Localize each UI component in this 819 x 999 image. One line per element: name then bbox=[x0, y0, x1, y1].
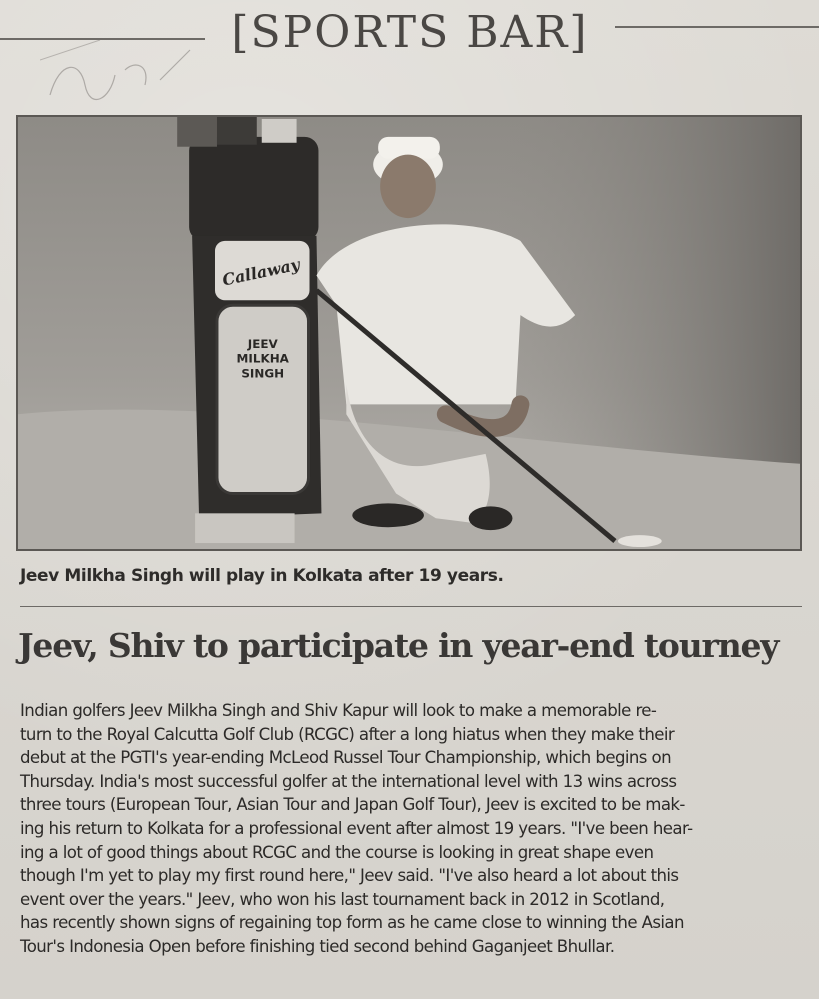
golfer-photo bbox=[16, 115, 802, 551]
photo-caption: Jeev Milkha Singh will play in Kolkata after 19 years. bbox=[20, 566, 504, 586]
bag-name-line-1: JEEV bbox=[247, 336, 278, 351]
golf-bag bbox=[177, 117, 321, 543]
body-line: Tour's Indonesia Open before finishing tied second behind Gaganjeet Bhullar. bbox=[20, 936, 615, 956]
bag-name-line-2: MILKHA bbox=[236, 351, 289, 366]
body-line: event over the years." Jeev, who won his last tournament back in 2012 in Scotland, bbox=[20, 889, 665, 909]
body-line: turn to the Royal Calcutta Golf Club (RCGC) after a long hiatus when they make their bbox=[20, 724, 675, 744]
section-title: [SPORTS BAR] bbox=[231, 7, 589, 58]
caption-divider bbox=[20, 606, 802, 607]
body-line: debut at the PGTI's year-ending McLeod Russel Tour Championship, which begins on bbox=[20, 748, 671, 768]
photo-illustration bbox=[18, 117, 800, 549]
article-body bbox=[20, 699, 810, 959]
body-line: ing his return to Kolkata for a professional event after almost 19 years. "I've been hear- bbox=[20, 818, 693, 838]
body-line: Indian golfers Jeev Milkha Singh and Shiv Kapur will look to make a memorable re- bbox=[20, 701, 657, 720]
body-line: Thursday. India's most successful golfer at the international level with 13 wins across bbox=[20, 771, 677, 791]
body-line: has recently shown signs of regaining top form as he came close to winning the Asian bbox=[20, 913, 684, 933]
bag-name-line-3: SINGH bbox=[241, 366, 285, 381]
pen-scribble bbox=[40, 40, 220, 110]
body-line: three tours (European Tour, Asian Tour and Japan Golf Tour), Jeev is excited to be mak- bbox=[20, 795, 685, 815]
article-headline: Jeev, Shiv to participate in year-end tourney bbox=[18, 626, 779, 665]
section-header bbox=[0, 0, 819, 70]
bag-brand-label: Callaway bbox=[220, 254, 302, 290]
body-line: though I'm yet to play my first round here," Jeev said. "I've also heard a lot about this bbox=[20, 866, 679, 886]
header-rule-right bbox=[615, 26, 819, 28]
body-line: ing a lot of good things about RCGC and the course is looking in great shape even bbox=[20, 842, 654, 862]
